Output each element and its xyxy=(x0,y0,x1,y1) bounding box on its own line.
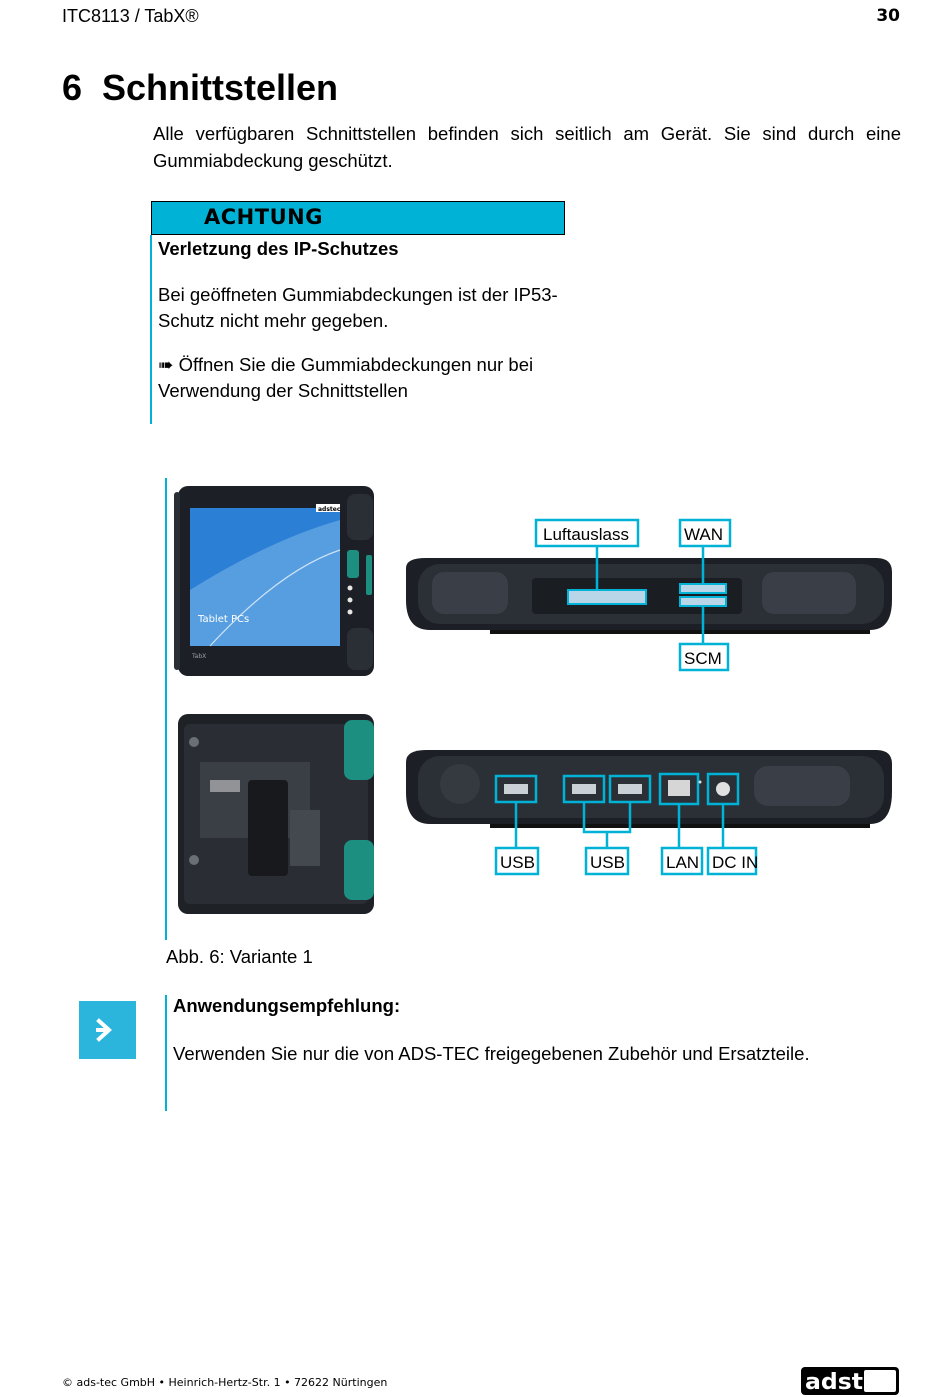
label-luftauslass-text: Luftauslass xyxy=(543,525,629,544)
footer-text: © ads-tec GmbH • Heinrich-Hertz-Str. 1 • 72622 Nürtingen xyxy=(62,1376,388,1389)
screen-text-tabx: TabX xyxy=(192,653,207,660)
tablet-front-image xyxy=(174,486,374,676)
label-usb-1-text: USB xyxy=(500,853,535,872)
label-wan-text: WAN xyxy=(684,525,724,544)
section-number: 6 xyxy=(62,67,83,108)
device-figure xyxy=(170,480,900,920)
arrow-right-icon xyxy=(79,1001,136,1059)
tip-title: Anwendungsempfehlung: xyxy=(173,995,401,1016)
warning-label: ACHTUNG xyxy=(204,205,323,229)
figure-caption: Abb. 6: Variante 1 xyxy=(166,946,313,967)
section-heading xyxy=(62,67,338,109)
warning-header xyxy=(151,201,565,235)
warning-text: Bei geöffneten Gummiabdeckungen ist der IP53-Schutz nicht mehr gegeben. xyxy=(158,284,558,331)
warning-step xyxy=(158,352,558,404)
warning-step-text: Öffnen Sie die Gummiabdeckungen nur bei Verwendung der Schnittstellen xyxy=(158,354,534,401)
company-logo xyxy=(800,1366,900,1396)
warning-side-rule xyxy=(150,235,152,424)
logo-text: adstec xyxy=(805,1370,893,1395)
label-dc-in-text: DC IN xyxy=(712,853,759,872)
page-number: 30 xyxy=(876,6,900,26)
section-title: Schnittstellen xyxy=(102,67,339,108)
device-top-edge xyxy=(406,558,892,634)
intro-paragraph: Alle verfügbaren Schnittstellen befinden sich seitlich am Gerät. Sie sind durch eine Gummiabdeckung geschützt. xyxy=(153,123,901,171)
arrow-right-icon: ➠ xyxy=(158,354,174,375)
bezel-logo: adstec xyxy=(318,506,341,513)
tip-side-rule xyxy=(165,995,167,1111)
screen-text-tablet: Tablet PCs xyxy=(198,614,250,625)
label-scm-text: SCM xyxy=(684,649,722,668)
label-usb-2-text: USB xyxy=(590,853,625,872)
tip-icon-box xyxy=(79,1001,136,1059)
device-bottom-edge xyxy=(406,750,892,828)
figure-side-rule xyxy=(165,478,167,940)
warning-title: Verletzung des IP-Schutzes xyxy=(158,238,399,259)
document-title: ITC8113 / TabX® xyxy=(62,6,199,26)
label-lan-text: LAN xyxy=(666,853,700,872)
tablet-rear-image xyxy=(178,714,374,914)
tip-text: Verwenden Sie nur die von ADS-TEC freigegebenen Zubehör und Ersatzteile. xyxy=(173,1043,810,1064)
